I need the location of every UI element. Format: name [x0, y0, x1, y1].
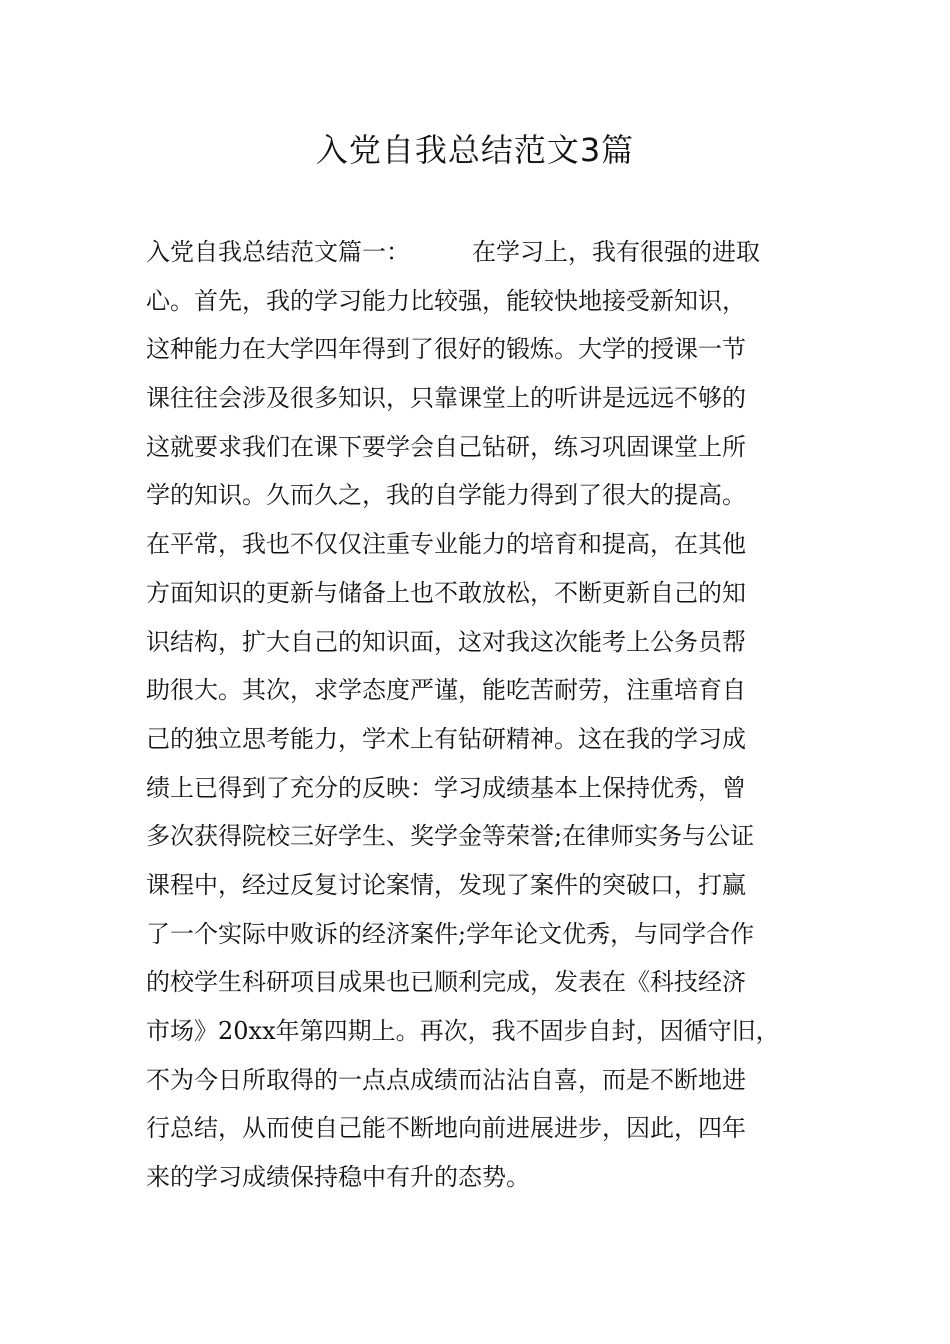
paragraph-line: 在平常，我也不仅仅注重专业能力的培育和提高，在其他: [146, 530, 746, 559]
paragraph-line: 助很大。其次，求学态度严谨，能吃苦耐劳，注重培育自: [146, 676, 746, 705]
paragraph-line: 心。首先，我的学习能力比较强，能较快地接受新知识，: [146, 286, 746, 315]
paragraph-line-text: 在学习上，我有很强的进取: [472, 238, 760, 266]
section-heading: 入党自我总结范文篇一：: [146, 238, 410, 266]
paragraph-line: 的校学生科研项目成果也已顺利完成，发表在《科技经济: [146, 968, 746, 997]
paragraph-line: 己的独立思考能力，学术上有钻研精神。这在我的学习成: [146, 724, 746, 753]
paragraph-line: 多次获得院校三好学生、奖学金等荣誉;在律师实务与公证: [146, 822, 755, 851]
paragraph-line: 绩上已得到了充分的反映：学习成绩基本上保持优秀，曾: [146, 773, 746, 802]
paragraph-line: 方面知识的更新与储备上也不敢放松，不断更新自己的知: [146, 578, 746, 607]
paragraph-line: 这就要求我们在课下要学会自己钻研，练习巩固课堂上所: [146, 432, 746, 461]
paragraph-line: 课往往会涉及很多知识，只靠课堂上的听讲是远远不够的: [146, 384, 746, 413]
document-title: 入党自我总结范文3篇: [315, 131, 635, 169]
paragraph-line: 学的知识。久而久之，我的自学能力得到了很大的提高。: [146, 481, 746, 510]
paragraph-line: [146, 228, 826, 277]
paragraph-line: 了一个实际中败诉的经济案件;学年论文优秀，与同学合作: [146, 919, 755, 948]
paragraph-line: 市场》20xx年第四期上。再次，我不固步自封，因循守旧，: [146, 1017, 780, 1045]
paragraph-line: 课程中，经过反复讨论案情，发现了案件的突破口，打赢: [146, 870, 746, 899]
paragraph-line: 行总结，从而使自己能不断地向前进展进步，因此，四年: [146, 1114, 746, 1143]
paragraph-line: 识结构，扩大自己的知识面，这对我这次能考上公务员帮: [146, 627, 746, 656]
paragraph-line: 来的学习成绩保持稳中有升的态势。: [146, 1163, 530, 1192]
paragraph-line: 这种能力在大学四年得到了很好的锻炼。大学的授课一节: [146, 335, 746, 364]
document-body: [146, 228, 826, 1202]
paragraph-line: 不为今日所取得的一点点成绩而沾沾自喜，而是不断地进: [146, 1065, 746, 1094]
